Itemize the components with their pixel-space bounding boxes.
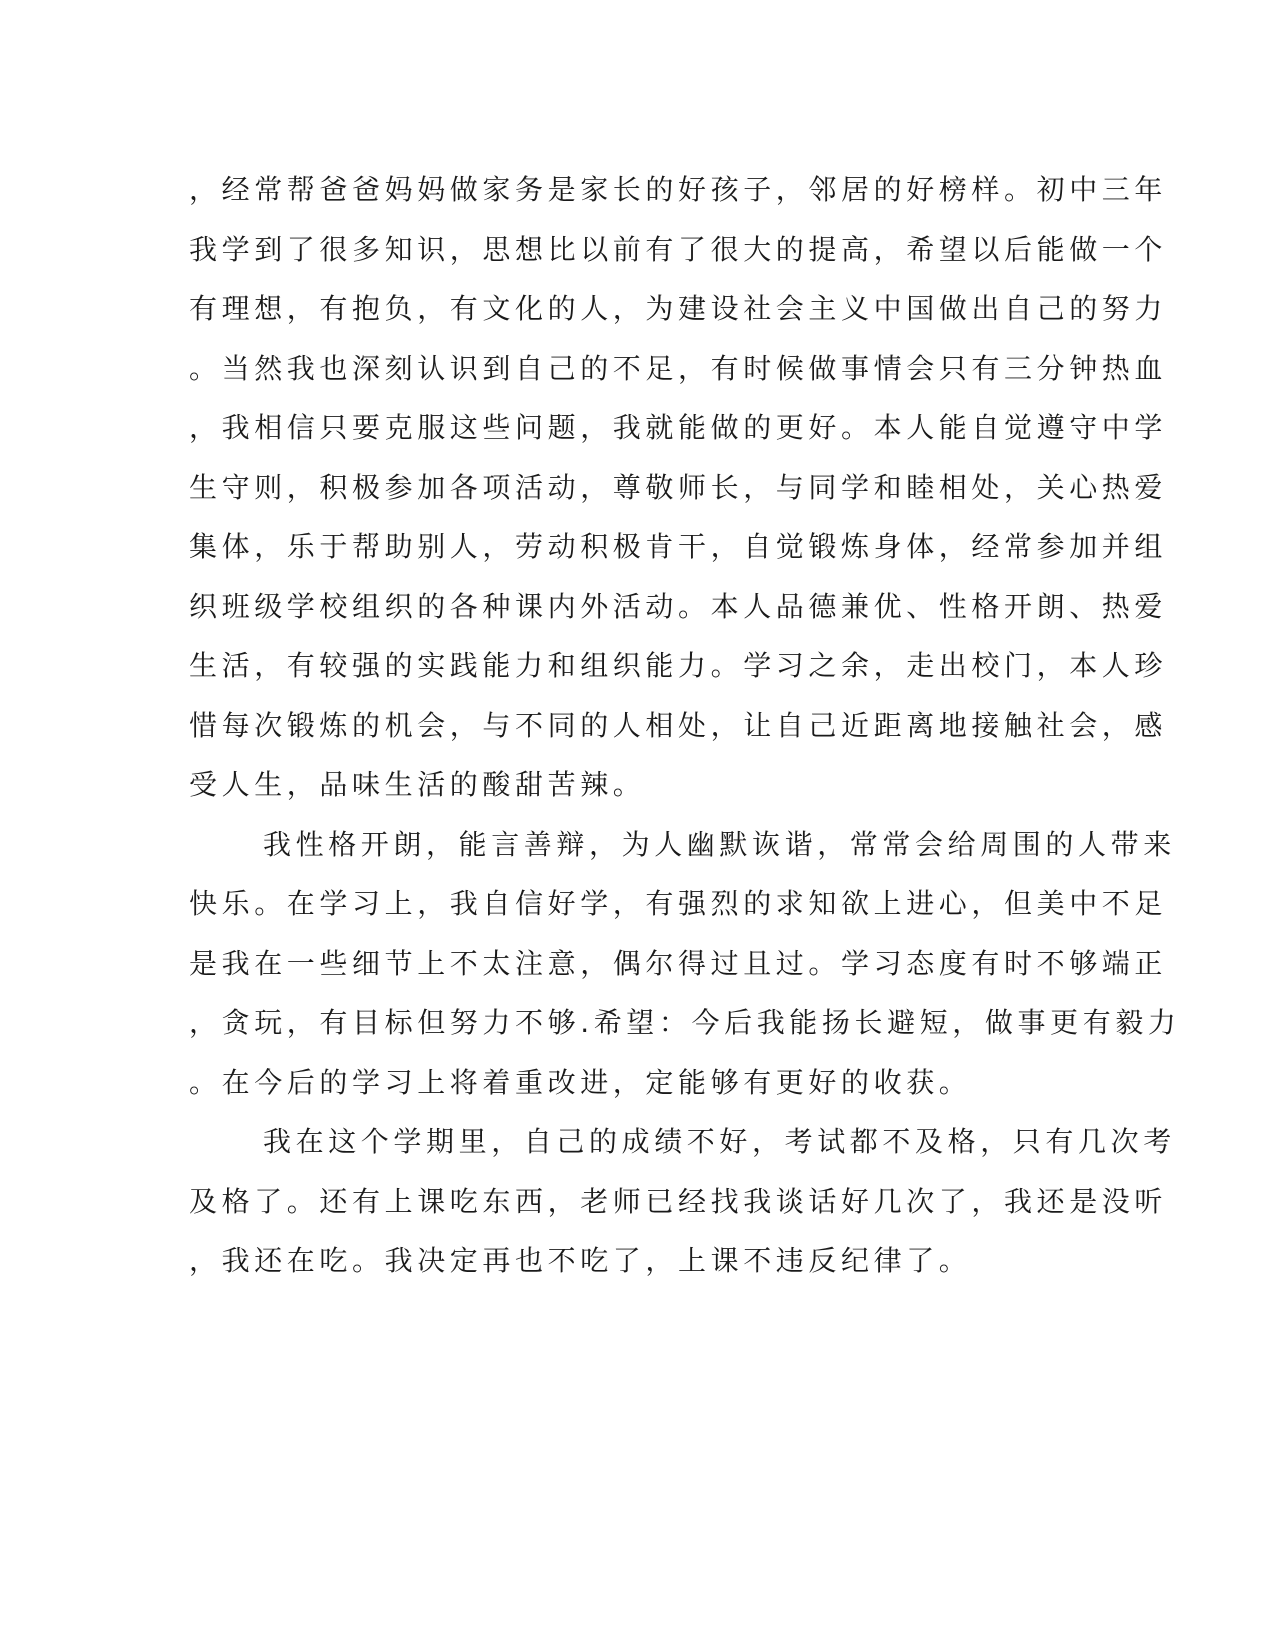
text-line: 织班级学校组织的各种课内外活动。本人品德兼优、性格开朗、热爱: [189, 589, 1168, 623]
text-line: ，我相信只要克服这些问题，我就能做的更好。本人能自觉遵守中学: [189, 411, 1168, 444]
text-line: ，经常帮爸爸妈妈做家务是家长的好孩子，邻居的好榜样。初中三年: [189, 173, 1168, 206]
text-line: 集体，乐于帮助别人，劳动积极肯干，自觉锻炼身体，经常参加并组: [189, 530, 1168, 563]
text-line: 。在今后的学习上将着重改进，定能够有更好的收获。: [189, 1065, 972, 1099]
paragraph-3: [189, 1112, 1176, 1291]
text-line: ，贪玩，有目标但努力不够.希望：今后我能扬长避短，做事更有毅力: [189, 1006, 1181, 1039]
text-line: 我学到了很多知识，思想比以前有了很大的提高，希望以后能做一个: [189, 232, 1168, 266]
paragraph-2: [189, 815, 1181, 1113]
text-line: 惜每次锻炼的机会，与不同的人相处，让自己近距离地接触社会，感: [189, 708, 1168, 742]
text-line: 。当然我也深刻认识到自己的不足，有时候做事情会只有三分钟热血: [189, 351, 1168, 385]
text-line-indented: 我在这个学期里，自己的成绩不好，考试都不及格，只有几次考: [263, 1125, 1176, 1158]
paragraph-1: [189, 160, 1168, 815]
text-line: 受人生，品味生活的酸甜苦辣。: [189, 768, 646, 801]
text-line: 是我在一些细节上不太注意，偶尔得过且过。学习态度有时不够端正: [189, 946, 1168, 980]
text-line: 生守则，积极参加各项活动，尊敬师长，与同学和睦相处，关心热爱: [189, 470, 1168, 504]
text-line: ，我还在吃。我决定再也不吃了，上课不违反纪律了。: [189, 1244, 972, 1277]
text-line-indented: 我性格开朗，能言善辩，为人幽默诙谐，常常会给周围的人带来: [263, 827, 1176, 861]
text-line: 快乐。在学习上，我自信好学，有强烈的求知欲上进心，但美中不足: [189, 887, 1168, 920]
document-body: [189, 160, 1181, 1291]
text-line: 及格了。还有上课吃东西，老师已经找我谈话好几次了，我还是没听: [189, 1184, 1168, 1218]
text-line: 生活，有较强的实践能力和组织能力。学习之余，走出校门，本人珍: [189, 649, 1168, 682]
text-line: 有理想，有抱负，有文化的人，为建设社会主义中国做出自己的努力: [189, 292, 1168, 325]
